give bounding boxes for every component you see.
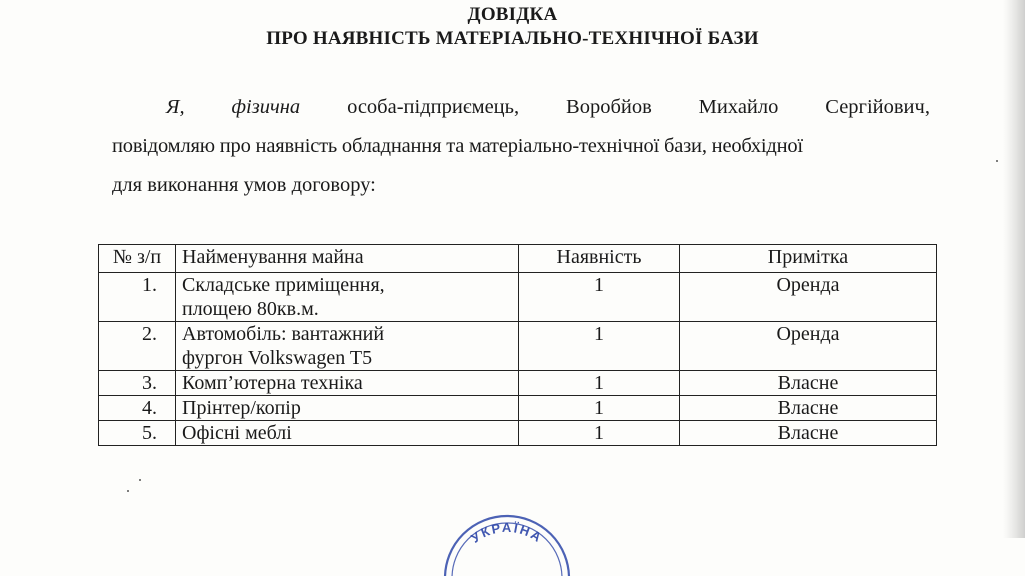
row-note: Власне <box>680 396 937 421</box>
row-number: 4. <box>99 396 176 421</box>
row-name: Прінтер/копір <box>176 396 519 421</box>
row-number: 5. <box>99 421 176 446</box>
row-availability: 1 <box>519 371 680 396</box>
header-name: Найменування майна <box>176 245 519 273</box>
row-name <box>176 322 519 371</box>
table-row <box>99 421 937 446</box>
row-name-line: Автомобіль: вантажний <box>182 323 385 345</box>
word-6: Сергійович, <box>825 96 930 118</box>
row-name: Комп’ютерна техніка <box>176 371 519 396</box>
header-note: Примітка <box>680 245 937 273</box>
row-name-line: площею 80кв.м. <box>182 298 319 320</box>
seal-text: УКРАЇНА <box>468 519 546 546</box>
row-note: Власне <box>680 371 937 396</box>
scan-speck <box>996 160 998 162</box>
row-availability: 1 <box>519 273 680 322</box>
word-3: особа-підприємець, <box>347 96 520 118</box>
table-row <box>99 371 937 396</box>
row-availability: 1 <box>519 322 680 371</box>
header-availability: Наявність <box>519 245 680 273</box>
row-availability: 1 <box>519 396 680 421</box>
page-edge-shadow <box>1003 0 1025 538</box>
row-note: Власне <box>680 421 937 446</box>
row-number: 1. <box>99 273 176 322</box>
row-name <box>176 273 519 322</box>
document-title: ДОВІДКА <box>467 4 558 25</box>
scan-speck <box>139 479 141 481</box>
scan-speck <box>127 490 129 492</box>
row-number: 2. <box>99 322 176 371</box>
paragraph-line-3: для виконання умов договору: <box>112 174 376 196</box>
table-header-row <box>99 245 937 273</box>
row-name-line: фургон Volkswagen T5 <box>182 347 373 369</box>
assets-table <box>98 244 937 446</box>
word-2: фізична <box>231 96 301 118</box>
row-name: Офісні меблі <box>176 421 519 446</box>
stamp-seal <box>437 506 577 576</box>
word-5: Михайло <box>698 96 779 118</box>
header-number: № з/п <box>99 245 176 273</box>
paragraph-line-2: повідомляю про наявність обладнання та матеріально-технічної бази, необхідної <box>112 135 803 157</box>
paragraph-line-1 <box>112 96 930 119</box>
table-row <box>99 322 937 371</box>
table-row <box>99 396 937 421</box>
row-number: 3. <box>99 371 176 396</box>
table-row <box>99 273 937 322</box>
row-availability: 1 <box>519 421 680 446</box>
word-4: Воробйов <box>566 96 652 118</box>
document-subtitle: ПРО НАЯВНІСТЬ МАТЕРІАЛЬНО-ТЕХНІЧНОЇ БАЗИ <box>266 28 759 49</box>
word-1: Я, <box>166 96 185 118</box>
stamp-seal-graphic <box>437 506 577 576</box>
row-note: Оренда <box>680 322 937 371</box>
row-name-line: Складське приміщення, <box>182 274 385 296</box>
row-note: Оренда <box>680 273 937 322</box>
